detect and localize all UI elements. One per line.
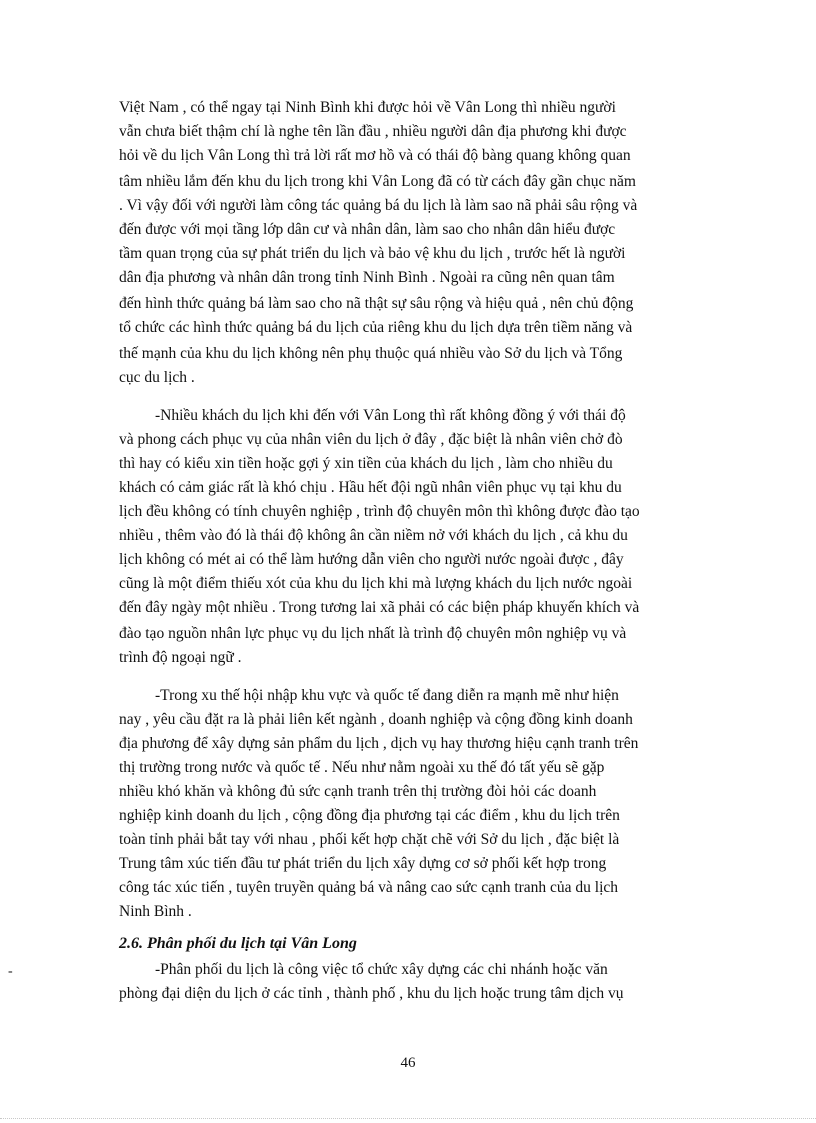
text-line: đến hình thức quảng bá làm sao cho nã thật sự sâu rộng và hiệu quả , nên chủ động <box>119 295 634 312</box>
text-line: tầm quan trọng của sự phát triển du lịch và bảo vệ khu du lịch , trước hết là người <box>119 245 626 262</box>
text-line: lịch không có mét ai có thể làm hướng dẫn viên cho người nước ngoài được , đây <box>119 551 624 568</box>
paragraph-2 <box>119 404 713 670</box>
text-line: địa phương để xây dựng sản phẩm du lịch , dịch vụ hay thương hiệu cạnh tranh trên <box>119 735 639 752</box>
document-body <box>119 96 713 1006</box>
page-number: 46 <box>400 1055 416 1071</box>
text-line: đến được với mọi tầng lớp dân cư và nhân dân, làm sao cho nhân dân hiểu được <box>119 221 616 238</box>
text-line: tổ chức các hình thức quảng bá du lịch của riêng khu du lịch dựa trên tiềm năng và <box>119 319 633 336</box>
margin-mark: - <box>8 964 13 979</box>
text-line: -Nhiều khách du lịch khi đến với Vân Long thì rất không đồng ý với thái độ <box>155 407 626 424</box>
text-line: -Phân phối du lịch là công việc tổ chức xây dựng các chi nhánh hoặc văn <box>155 961 608 978</box>
text-line: . Vì vậy đối với người làm công tác quảng bá du lịch là làm sao nã phải sâu rộng và <box>119 197 638 214</box>
text-line: tâm nhiều lắm đến khu du lịch trong khi Vân Long đã có từ cách đây gần chục năm <box>119 173 636 190</box>
text-line: công tác xúc tiến , tuyên truyền quảng bá và nâng cao sức cạnh tranh của du lịch <box>119 879 619 896</box>
text-line: thì hay có kiểu xin tiền hoặc gợi ý xin tiền của khách du lịch , làm cho nhiều du <box>119 455 613 472</box>
text-line: thị trường trong nước và quốc tế . Nếu như nằm ngoài xu thế đó tất yếu sẽ gặp <box>119 759 605 776</box>
text-line: nhiều , thêm vào đó là thái độ không ân cần niềm nở với khách du lịch , cả khu du <box>119 527 628 544</box>
text-line: lịch đều không có tính chuyên nghiệp , trình độ chuyên môn thì không được đào tạo <box>119 503 640 520</box>
text-line: trình độ ngoại ngữ . <box>119 649 242 666</box>
paragraph-4 <box>119 958 713 1006</box>
page-bottom-rule <box>0 1118 816 1119</box>
text-line: hỏi về du lịch Vân Long thì trả lời rất mơ hồ và có thái độ bàng quang không quan <box>119 147 631 164</box>
text-line: phòng đại diện du lịch ở các tỉnh , thành phố , khu du lịch hoặc trung tâm dịch vụ <box>119 985 624 1002</box>
paragraph-3 <box>119 684 713 924</box>
text-line: thế mạnh của khu du lịch không nên phụ thuộc quá nhiều vào Sở du lịch và Tổng <box>119 345 623 362</box>
text-line: nhiều khó khăn và không đủ sức cạnh tranh trên thị trường đòi hỏi các doanh <box>119 783 597 800</box>
text-line: Trung tâm xúc tiến đầu tư phát triển du lịch xây dựng cơ sở phối kết hợp trong <box>119 855 607 872</box>
text-line: cục du lịch . <box>119 369 195 386</box>
text-line: đến đây ngày một nhiều . Trong tương lai xã phải có các biện pháp khuyến khích và <box>119 599 640 616</box>
text-line: nghiệp kinh doanh du lịch , cộng đồng địa phương tại các điểm , khu du lịch trên <box>119 807 620 824</box>
text-line: vẫn chưa biết thậm chí là nghe tên lần đầu , nhiều người dân địa phương khi được <box>119 123 627 140</box>
text-line: Việt Nam , có thể ngay tại Ninh Bình khi được hỏi về Vân Long thì nhiều người <box>119 99 616 116</box>
text-line: dân địa phương và nhân dân trong tỉnh Ninh Bình . Ngoài ra cũng nên quan tâm <box>119 269 615 286</box>
paragraph-1 <box>119 96 713 390</box>
text-line: cũng là một điểm thiếu xót của khu du lịch khi mà lượng khách du lịch nước ngoài <box>119 575 633 592</box>
text-line: khách có cảm giác rất là khó chịu . Hầu hết đội ngũ nhân viên phục vụ tại khu du <box>119 479 622 496</box>
text-line: toàn tỉnh phải bắt tay với nhau , phối kết hợp chặt chẽ với Sở du lịch , đặc biệt là <box>119 831 620 848</box>
text-line: nay , yêu cầu đặt ra là phải liên kết ngành , doanh nghiệp và cộng đồng kinh doanh <box>119 711 633 728</box>
text-line: và phong cách phục vụ của nhân viên du lịch ở đây , đặc biệt là nhân viên chở đò <box>119 431 623 448</box>
text-line: Ninh Bình . <box>119 903 192 920</box>
section-heading: 2.6. Phân phối du lịch tại Vân Long <box>119 935 357 952</box>
text-line: -Trong xu thế hội nhập khu vực và quốc tế đang diễn ra mạnh mẽ như hiện <box>155 687 619 704</box>
text-line: đào tạo nguồn nhân lực phục vụ du lịch nhất là trình độ chuyên môn nghiệp vụ và <box>119 625 627 642</box>
